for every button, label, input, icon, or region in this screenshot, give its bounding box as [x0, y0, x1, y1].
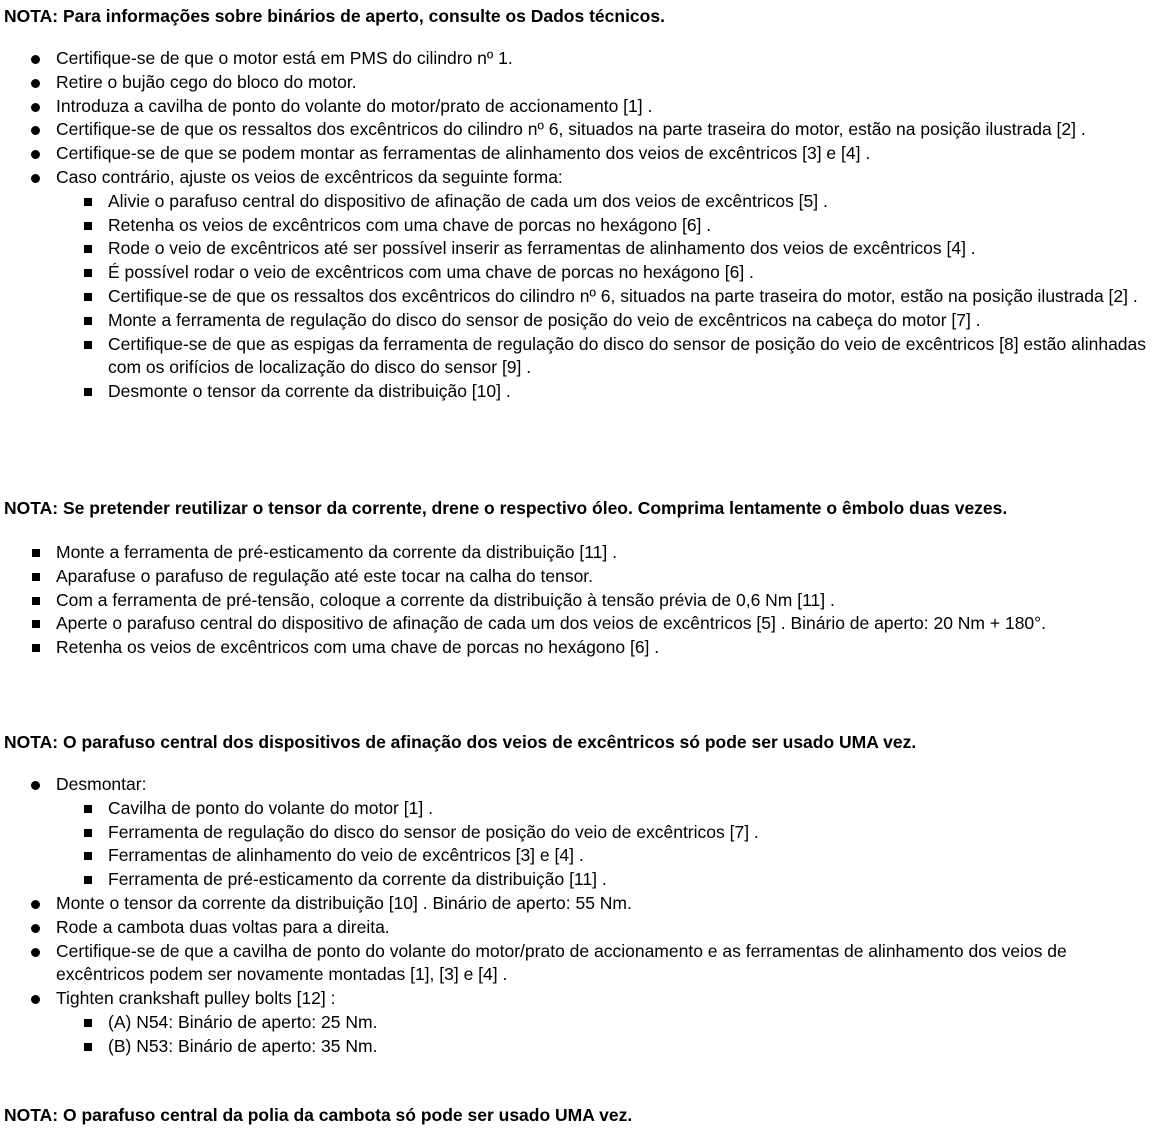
sub-list-item: Retenha os veios de excêntricos com uma chave de porcas no hexágono [6] .: [0, 214, 1150, 238]
bullet-square-icon: [84, 388, 92, 396]
list-item: Aparafuse o parafuso de regulação até este tocar na calha do tensor.: [0, 565, 1150, 589]
bullet-dot-icon: [31, 948, 40, 957]
bullet-square-icon: [84, 1019, 92, 1027]
bullet-dot-icon: [31, 126, 40, 135]
bullet-dot-icon: [31, 781, 40, 790]
sub-list-item: Rode o veio de excêntricos até ser possível inserir as ferramentas de alinhamento dos veios de excêntricos [4] .: [0, 237, 1150, 261]
bullet-square-icon: [84, 876, 92, 884]
note-torque-reference: NOTA: Para informações sobre binários de aperto, consulte os Dados técnicos.: [4, 6, 665, 26]
note-crankshaft-pulley-bolt: NOTA: O parafuso central da polia da cambota só pode ser usado UMA vez.: [4, 1105, 633, 1125]
bullet-dot-icon: [31, 150, 40, 159]
sub-list-item: Ferramenta de pré-esticamento da corrente da distribuição [11] .: [0, 868, 1150, 892]
bullet-dot-icon: [31, 174, 40, 183]
bullet-dot-icon: [31, 924, 40, 933]
section1-list: [0, 47, 1150, 404]
sub-list-item: Ferramentas de alinhamento do veio de excêntricos [3] e [4] .: [0, 844, 1150, 868]
list-item: Desmontar:: [0, 773, 1150, 797]
bullet-square-icon: [84, 245, 92, 253]
bullet-square-icon: [32, 620, 40, 628]
list-item: Rode a cambota duas voltas para a direita.: [0, 916, 1150, 940]
sub-list-item: É possível rodar o veio de excêntricos com uma chave de porcas no hexágono [6] .: [0, 261, 1150, 285]
bullet-square-icon: [84, 198, 92, 206]
bullet-square-icon: [84, 829, 92, 837]
bullet-square-icon: [84, 269, 92, 277]
list-item: Com a ferramenta de pré-tensão, coloque a corrente da distribuição à tensão prévia de 0,6 Nm [11] .: [0, 589, 1150, 613]
list-item: Certifique-se de que a cavilha de ponto do volante do motor/prato de accionamento e as ferramentas de alinhamento dos veios de excêntricos podem ser novamente montadas [1], [3] e [4] .: [0, 940, 1150, 988]
section3-list: [0, 773, 1150, 1059]
note-chain-tensor: NOTA: Se pretender reutilizar o tensor da corrente, drene o respectivo óleo. Comprima lentamente o êmbolo duas vezes.: [4, 498, 1008, 518]
bullet-dot-icon: [31, 55, 40, 64]
bullet-square-icon: [84, 852, 92, 860]
sub-list-item: Cavilha de ponto do volante do motor [1] .: [0, 797, 1150, 821]
list-item: Certifique-se de que o motor está em PMS do cilindro nº 1.: [0, 47, 1150, 71]
sub-list-item: Ferramenta de regulação do disco do sensor de posição do veio de excêntricos [7] .: [0, 821, 1150, 845]
bullet-square-icon: [32, 549, 40, 557]
bullet-square-icon: [32, 573, 40, 581]
list-item: Retire o bujão cego do bloco do motor.: [0, 71, 1150, 95]
bullet-square-icon: [84, 1043, 92, 1051]
bullet-dot-icon: [31, 79, 40, 88]
sub-list-item: Alivie o parafuso central do dispositivo de afinação de cada um dos veios de excêntricos [5] .: [0, 190, 1150, 214]
list-item: Monte o tensor da corrente da distribuição [10] . Binário de aperto: 55 Nm.: [0, 892, 1150, 916]
bullet-square-icon: [32, 597, 40, 605]
bullet-square-icon: [84, 293, 92, 301]
list-item: Monte a ferramenta de pré-esticamento da corrente da distribuição [11] .: [0, 541, 1150, 565]
bullet-dot-icon: [31, 103, 40, 112]
list-item: Retenha os veios de excêntricos com uma chave de porcas no hexágono [6] .: [0, 636, 1150, 660]
bullet-square-icon: [84, 341, 92, 349]
sub-list-item: (B) N53: Binário de aperto: 35 Nm.: [0, 1035, 1150, 1059]
bullet-square-icon: [32, 644, 40, 652]
bullet-square-icon: [84, 317, 92, 325]
list-item: Certifique-se de que se podem montar as ferramentas de alinhamento dos veios de excêntricos [3] e [4] .: [0, 142, 1150, 166]
list-item: Certifique-se de que os ressaltos dos excêntricos do cilindro nº 6, situados na parte traseira do motor, estão na posição ilustrada [2] .: [0, 118, 1150, 142]
list-item: Tighten crankshaft pulley bolts [12] :: [0, 987, 1150, 1011]
bullet-dot-icon: [31, 900, 40, 909]
note-camshaft-bolt: NOTA: O parafuso central dos dispositivos de afinação dos veios de excêntricos só pode ser usado UMA vez.: [4, 732, 917, 752]
sub-list-item: (A) N54: Binário de aperto: 25 Nm.: [0, 1011, 1150, 1035]
bullet-dot-icon: [31, 995, 40, 1004]
sub-list-item: Desmonte o tensor da corrente da distribuição [10] .: [0, 380, 1150, 404]
sub-list-item: Certifique-se de que os ressaltos dos excêntricos do cilindro nº 6, situados na parte traseira do motor, estão na posição ilustrada [2] .: [0, 285, 1150, 309]
sub-list-item: Certifique-se de que as espigas da ferramenta de regulação do disco do sensor de posição do veio de excêntricos [8] estão alinhadas com os orifícios de localização do disco do sensor [9] .: [0, 333, 1150, 381]
list-item: Aperte o parafuso central do dispositivo de afinação de cada um dos veios de excêntricos [5] . Binário de aperto: 20 Nm + 180°.: [0, 612, 1150, 636]
bullet-square-icon: [84, 805, 92, 813]
section2-list: [0, 541, 1150, 660]
bullet-square-icon: [84, 222, 92, 230]
list-item: Introduza a cavilha de ponto do volante do motor/prato de accionamento [1] .: [0, 95, 1150, 119]
sub-list-item: Monte a ferramenta de regulação do disco do sensor de posição do veio de excêntricos na cabeça do motor [7] .: [0, 309, 1150, 333]
list-item: Caso contrário, ajuste os veios de excêntricos da seguinte forma:: [0, 166, 1150, 190]
